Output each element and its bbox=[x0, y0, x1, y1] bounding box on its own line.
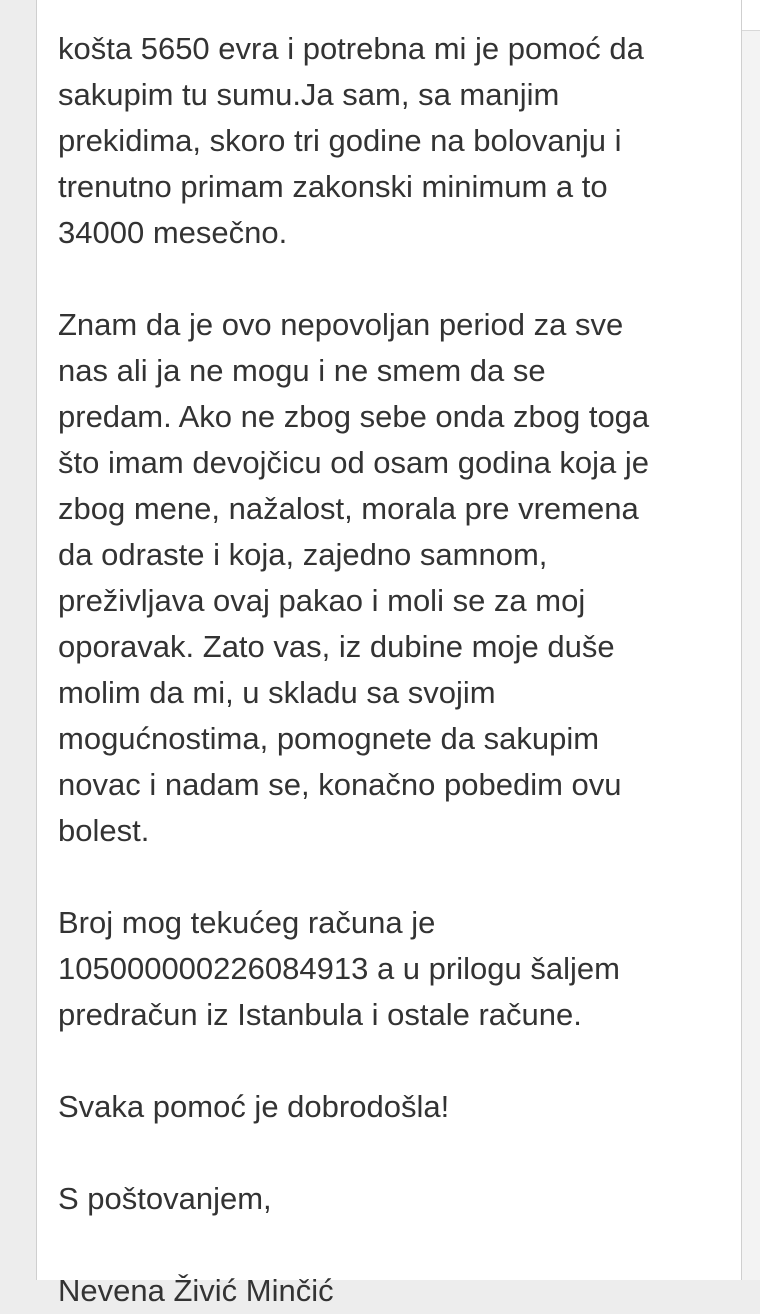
paragraph-thanks: Svaka pomoć je dobrodošla! bbox=[58, 1089, 450, 1124]
paragraph-plea: Znam da je ovo nepovoljan period za sve nas ali ja ne mogu i ne smem da se predam. Ako ne zbog sebe onda zbog toga što imam devojčicu od osam godina koja je zbog mene, nažalost, morala pre vremena da odraste i koja, zajedno samnom, preživljava ovaj pakao i moli se za moj oporavak. Zato vas, iz dubine moje duše molim da mi, u skladu sa svojim mogućnostima, pomognete da sakupim novac i nadam se, konačno pobedim ovu bolest. bbox=[58, 307, 650, 848]
closing-salutation: S poštovanjem, bbox=[58, 1181, 272, 1216]
paragraph-account: Broj mog tekućeg računa je 105000000226084913 a u prilogu šaljem predračun iz Istanbula i ostale račune. bbox=[58, 905, 620, 1032]
signature-name: Nevena Živić Minčić bbox=[58, 1273, 334, 1308]
message-body bbox=[58, 26, 728, 1314]
page-margin bbox=[742, 0, 760, 1280]
paragraph-cost: košta 5650 evra i potrebna mi je pomoć da sakupim tu sumu.Ja sam, sa manjim prekidima, skoro tri godine na bolovanju i trenutno primam zakonski minimum a to 34000 mesečno. bbox=[58, 31, 644, 250]
top-edge bbox=[742, 0, 760, 31]
